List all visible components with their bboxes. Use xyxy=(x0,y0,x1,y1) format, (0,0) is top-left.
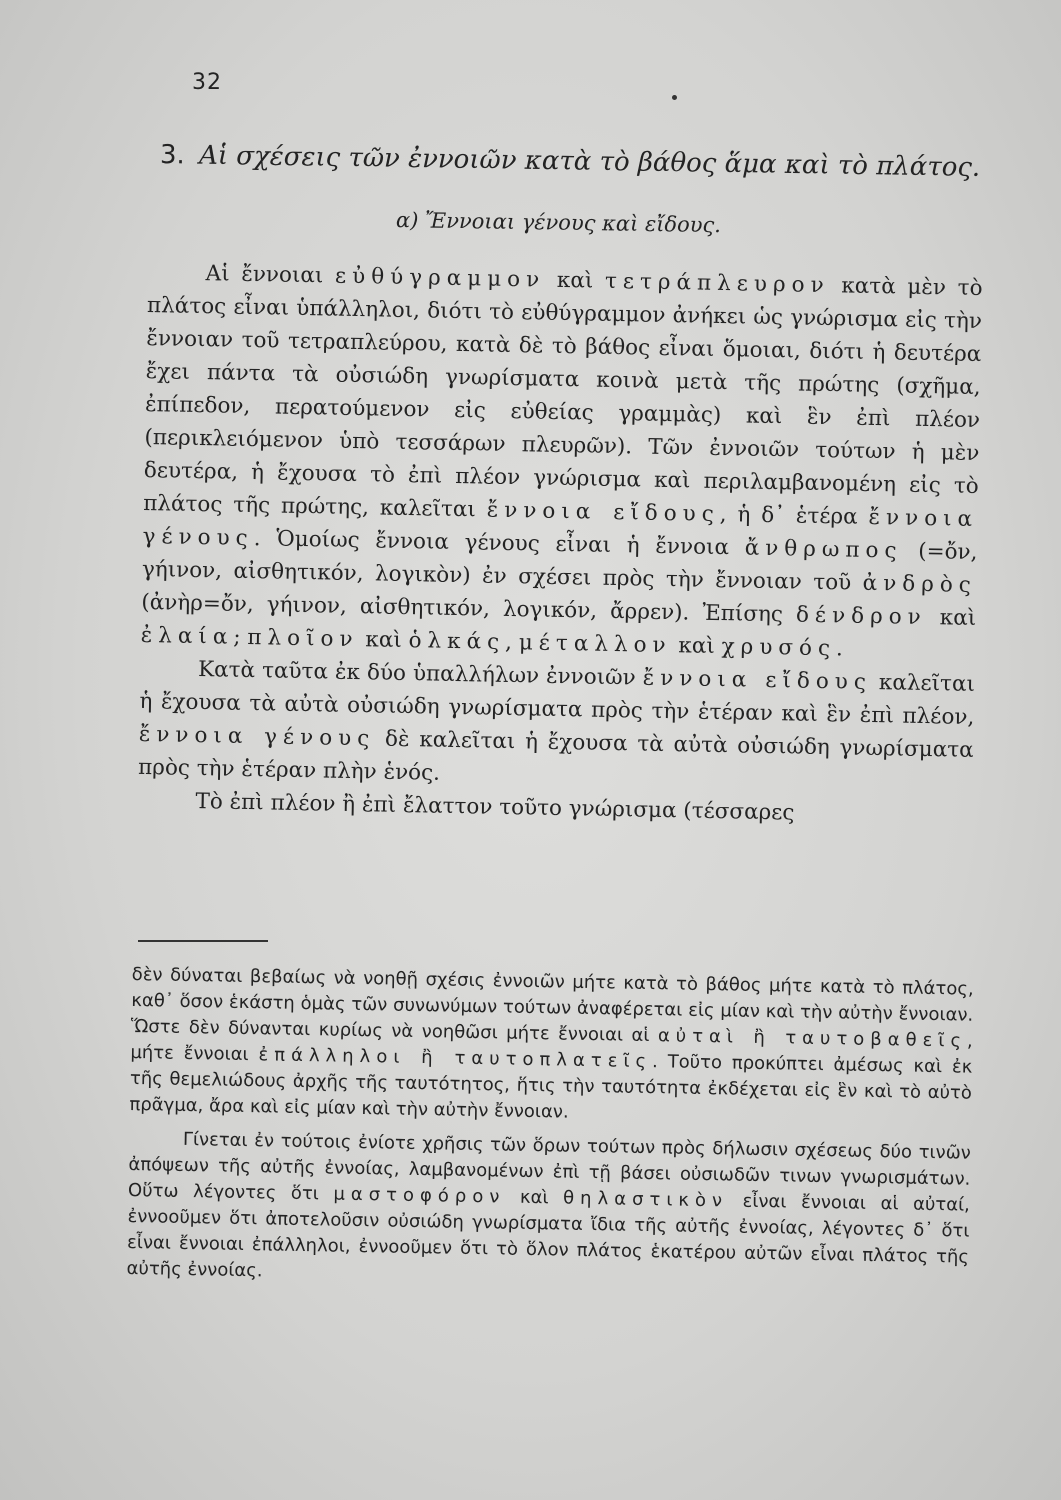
spaced-term: ἐπάλληλοι ἢ ταυτοπλατεῖς xyxy=(258,1044,653,1073)
spaced-term: ἔννοια γένους xyxy=(138,721,376,752)
paragraph-definition: Κατὰ ταῦτα ἐκ δύο ὑπαλλήλων ἐννοιῶν ἔννοια εἴδους καλεῖται ἡ ἔχουσα τὰ αὐτὰ οὐσιώδη γνωρίσματα πρὸς τὴν ἑτέραν καὶ ἓν ἐπὶ πλέον, ἔννοια γένους δὲ καλεῖται ἡ ἔχουσα τὰ αὐτὰ οὐσιώδη γνωρίσματα πρὸς τὴν ἑτέραν πλὴν ἑνός. xyxy=(137,657,976,786)
body-text xyxy=(137,256,983,833)
spaced-term: ὁλκάς xyxy=(408,628,506,655)
spaced-term: εὐθύγραμμον xyxy=(334,263,546,293)
section-title: Αἱ σχέσεις τῶν ἐννοιῶν κατὰ τὸ βάθος ἅμα καὶ τὸ πλάτος. xyxy=(198,140,981,183)
spaced-term: τετράπλευρον xyxy=(604,268,830,299)
page-number: 32 xyxy=(192,70,222,95)
spaced-term: μέταλλον xyxy=(518,630,672,659)
section-number: 3. xyxy=(159,140,186,171)
subsection-heading: α) Ἔννοιαι γένους καὶ εἴδους. xyxy=(395,208,722,238)
footnote-divider xyxy=(138,940,268,942)
footnotes xyxy=(126,962,974,1305)
paragraph-continuation: Τὸ ἐπὶ πλέον ἢ ἐπὶ ἔλαττον τοῦτο γνώρισμα (τέσσαρες xyxy=(195,789,795,826)
spaced-term: ἐλαία xyxy=(140,622,234,650)
spaced-term: μαστοφόρον xyxy=(333,1183,506,1208)
spaced-term: πλοῖον xyxy=(247,624,359,653)
spaced-term: χρυσός xyxy=(721,634,837,662)
spaced-term: δένδρον xyxy=(795,602,927,631)
spaced-term: ἄνθρωπος xyxy=(744,535,903,564)
paragraph-genus-species-example: Αἱ ἔννοιαι εὐθύγραμμον καὶ τετράπλευρον κατὰ μὲν τὸ πλάτος εἶναι ὑπάλληλοι, διότι τὸ εὐθύγραμμον ἀνήκει ὡς γνώρισμα εἰς τὴν ἔννοιαν τοῦ τετραπλεύρου, κατὰ δὲ τὸ βάθος εἶναι ὅμοιαι, διότι ἡ δευτέρα ἔχει πάντα τὰ οὐσιώδη γνωρίσματα κοινὰ μετὰ τῆς πρώτης (σχῆμα, ἐπίπεδον, περατούμενον εἰς εὐθείας γραμμὰς) καὶ ἓν ἐπὶ πλέον (περικλειόμενον ὑπὸ τεσσάρων πλευρῶν). Τῶν ἐννοιῶν τούτων ἡ μὲν δευτέρα, ἡ ἔχουσα τὸ ἐπὶ πλέον γνώρισμα καὶ περιλαμβανομένη εἰς τὸ πλάτος τῆς πρώτης, καλεῖται ἔννοια εἴδους, ἡ δ᾿ ἑτέρα ἔννοια γένους. Ὁμοίως ἔννοια γένους εἶναι ἡ ἔννοια ἄνθρωπος (=ὄν, γήινον, αἰσθητικόν, λογικὸν) ἐν σχέσει πρὸς τὴν ἔννοιαν τοῦ ἀνδρὸς (ἀνὴρ=ὄν, γήινον, αἰσθητικόν, λογικόν, ἄρρεν). Ἐπίσης δένδρον καὶ ἐλαία; πλοῖον καὶ ὁλκάς, μέταλλον καὶ χρυσός. xyxy=(140,261,983,662)
spaced-term: αὐταὶ ἢ ταυτοβαθεῖς xyxy=(657,1025,968,1052)
spaced-term: ἔννοια εἴδους xyxy=(642,665,873,695)
footnote-paragraph: Γίνεται ἐν τούτοις ἐνίοτε χρῆσις τῶν ὅρων τούτων πρὸς δήλωσιν σχέσεως δύο τινῶν ἀπόψεων τῆς αὐτῆς ἐννοίας, λαμβανομένων ἐπὶ τῇ βάσει οὐσιωδῶν τινων γνωρισμάτων. Οὕτω λέγοντες ὅτι μαστοφόρον καὶ θηλαστικὸν εἶναι ἔννοιαι αἱ αὐταί, ἐννοοῦμεν ὅτι ἀποτελοῦσιν οὐσιώδη γνωρίσματα ἴδια τῆς αὐτῆς ἐννοίας, λέγοντες δ᾿ ὅτι εἶναι ἔννοιαι ἐπάλληλοι, ἐννοοῦμεν ὅτι τὸ ὅλον πλάτος ἑκατέρου αὐτῶν εἶναι πλάτος τῆς αὐτῆς ἐννοίας. xyxy=(126,1128,971,1282)
spaced-term: θηλαστικὸν xyxy=(562,1187,729,1212)
spaced-term: ἀνδρὸς xyxy=(862,570,978,598)
section-heading xyxy=(160,140,1005,183)
spaced-term: ἔννοια γένους xyxy=(142,504,979,552)
ink-speck xyxy=(672,95,677,100)
spaced-term: ἔννοια εἴδους xyxy=(486,497,721,528)
footnote-paragraph: δὲν δύναται βεβαίως νὰ νοηθῇ σχέσις ἐννοιῶν μήτε κατὰ τὸ βάθος μήτε κατὰ τὸ πλάτος, καθ᾿ ὅσον ἑκάστη ὁμὰς τῶν συνωνύμων τούτων ἀναφέρεται εἰς μίαν καὶ τὴν αὐτὴν ἔννοιαν. Ὥστε δὲν δύνανται κυρίως νὰ νοηθῶσι μήτε ἔννοιαι αἱ αὐταὶ ἢ ταυτοβαθεῖς, μήτε ἔννοιαι ἐπάλληλοι ἢ ταυτοπλατεῖς. Τοῦτο προκύπτει ἀμέσως καὶ ἐκ τῆς θεμελιώδους ἀρχῆς τῆς ταυτότητος, ἥτις τὴν ταυτότητα ἐκδέχεται εἰς ἓν καὶ τὸ αὐτὸ πρᾶγμα, ἄρα καὶ εἰς μίαν καὶ τὴν αὐτὴν ἔννοιαν. xyxy=(129,963,974,1123)
